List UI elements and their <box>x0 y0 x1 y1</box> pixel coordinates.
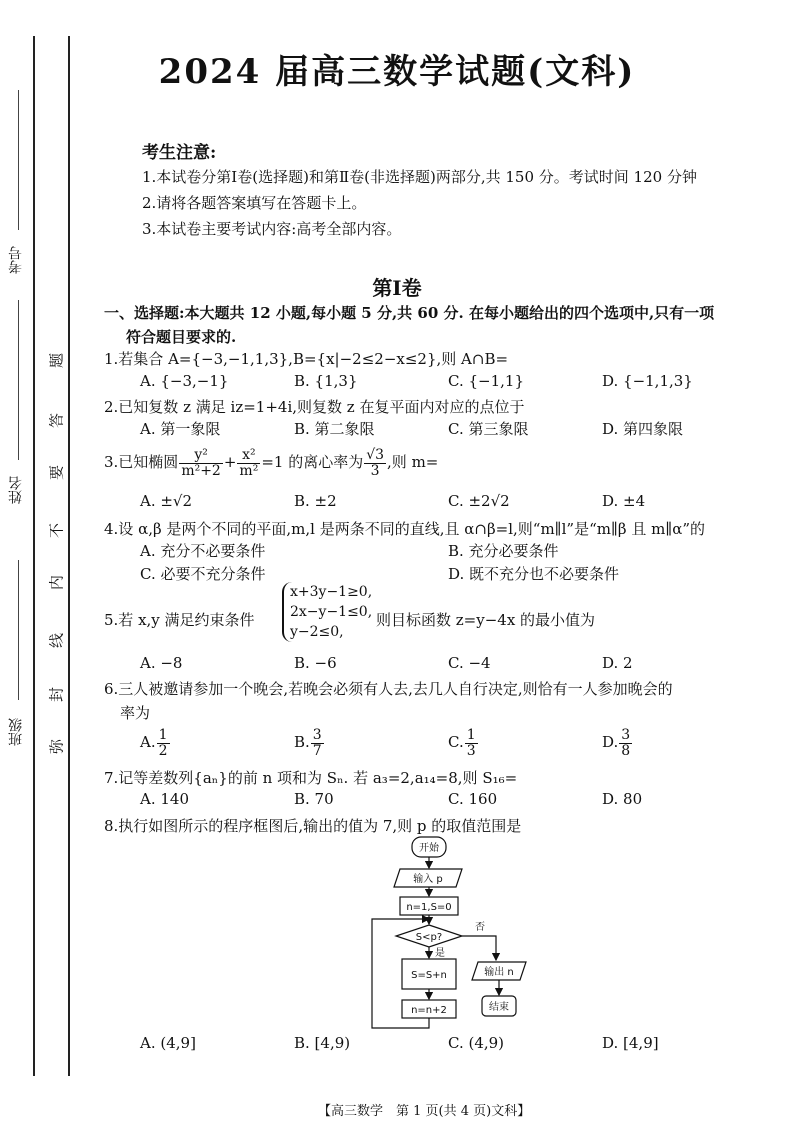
flow-arrow-no <box>462 936 496 960</box>
flow-update-s-label: S=S+n <box>411 970 447 981</box>
flow-condition-label: S<p? <box>415 932 443 943</box>
question-7-option-b: B. 70 <box>294 790 334 808</box>
question-2-stem: 2.已知复数 z 满足 iz=1+4i,则复数 z 在复平面内对应的点位于 <box>104 398 525 416</box>
question-6-stem-cont: 率为 <box>120 704 151 722</box>
question-2-option-b: B. 第二象限 <box>294 420 375 438</box>
constraint-line: 2x−y−1≤0, <box>290 604 373 620</box>
question-3-option-b: B. ±2 <box>294 492 337 510</box>
question-2-option-c: C. 第三象限 <box>448 420 529 438</box>
notice-heading: 考生注意: <box>142 143 217 163</box>
question-7-stem: 7.记等差数列{aₙ}的前 n 项和为 Sₙ. 若 a₃=2,a₁₄=8,则 S₁₆= <box>104 769 518 787</box>
question-5-option-c: C. −4 <box>448 654 491 672</box>
flow-start-label: 开始 <box>419 843 439 854</box>
flow-yes-label: 是 <box>435 948 445 959</box>
fraction <box>364 448 386 478</box>
page-footer: 【高三数学 第 1 页(共 4 页)文科】 <box>318 1104 531 1119</box>
seal-char: 不 <box>47 523 66 539</box>
seal-char: 答 <box>47 413 66 429</box>
fraction-numerator: x² <box>237 448 260 464</box>
question-5-option-d: D. 2 <box>602 654 633 672</box>
question-1-option-a: A. {−3,−1} <box>140 372 229 390</box>
question-6-option-c <box>448 728 479 758</box>
volume-title: 第Ⅰ卷 <box>372 276 422 300</box>
name-label: 姓名 <box>8 476 24 504</box>
plus-sign: + <box>223 453 237 472</box>
question-6-option-b <box>294 728 325 758</box>
flow-input-label: 输入 p <box>413 874 443 885</box>
question-8-option-a: A. (4,9] <box>140 1034 196 1052</box>
constraint-line: y−2≤0, <box>290 624 344 640</box>
question-5-suffix: 则目标函数 z=y−4x 的最小值为 <box>376 611 596 629</box>
seal-char: 题 <box>47 353 66 369</box>
constraint-system <box>282 582 372 642</box>
fraction-denominator: 3 <box>370 462 380 479</box>
fraction-numerator: 1 <box>466 727 476 743</box>
question-4-option-c: C. 必要不充分条件 <box>140 565 266 583</box>
question-3-prefix: 3.已知椭圆 <box>104 453 179 472</box>
question-3-stem <box>104 448 438 478</box>
question-2-option-a: A. 第一象限 <box>140 420 221 438</box>
name-line <box>18 300 19 460</box>
page-title: 2024 届高三数学试题(文科) <box>158 52 636 92</box>
question-8-stem: 8.执行如图所示的程序框图后,输出的值为 7,则 p 的取值范围是 <box>104 817 522 835</box>
flow-update-n-label: n=n+2 <box>411 1005 447 1016</box>
notice-item: 2.请将各题答案填写在答题卡上。 <box>142 194 367 212</box>
question-3-option-c: C. ±2√2 <box>448 492 510 510</box>
fraction-denominator: 3 <box>466 742 476 759</box>
exam-number-label: 考号 <box>8 246 24 274</box>
question-1-option-b: B. {1,3} <box>294 372 358 390</box>
option-label: B. <box>294 733 310 752</box>
question-7-option-c: C. 160 <box>448 790 498 808</box>
question-8-option-d: D. [4,9] <box>602 1034 659 1052</box>
question-6-option-a <box>140 728 171 758</box>
seal-char: 弥 <box>47 739 66 755</box>
fraction-denominator: 7 <box>312 742 322 759</box>
binding-line-outer <box>33 36 35 1076</box>
seal-char: 封 <box>47 687 66 703</box>
fraction-denominator: m² <box>239 462 259 479</box>
fraction-denominator: 2 <box>158 742 168 759</box>
fraction <box>311 728 324 758</box>
constraint-line: x+3y−1≥0, <box>290 584 373 600</box>
exam-number-line <box>18 90 19 230</box>
question-8-option-b: B. [4,9) <box>294 1034 351 1052</box>
fraction-denominator: m²+2 <box>181 462 221 479</box>
question-3-mid: =1 的离心率为 <box>261 453 364 472</box>
fraction-numerator: 3 <box>312 727 322 743</box>
question-6-option-d <box>602 728 633 758</box>
question-5-prefix: 5.若 x,y 满足约束条件 <box>104 611 255 629</box>
binding-line-inner <box>68 36 70 1076</box>
seal-char: 内 <box>47 575 66 591</box>
seal-char: 线 <box>47 633 66 649</box>
fraction-numerator: y² <box>179 448 223 464</box>
flow-end-label: 结束 <box>489 1002 509 1013</box>
option-label: D. <box>602 733 619 752</box>
fraction <box>465 728 478 758</box>
flow-init-label: n=1,S=0 <box>406 902 452 913</box>
class-label: 班级 <box>8 718 24 746</box>
option-label: A. <box>140 733 156 752</box>
seal-char: 要 <box>47 465 66 481</box>
question-4-option-b: B. 充分必要条件 <box>448 542 559 560</box>
section-instruction-cont: 符合题目要求的. <box>126 328 237 346</box>
fraction <box>619 728 632 758</box>
question-6-stem: 6.三人被邀请参加一个晚会,若晚会必须有人去,去几人自行决定,则恰有一人参加晚会的 <box>104 680 673 698</box>
question-5-option-b: B. −6 <box>294 654 337 672</box>
notice-item: 3.本试卷主要考试内容:高考全部内容。 <box>142 220 402 238</box>
question-1-option-d: D. {−1,1,3} <box>602 372 693 390</box>
question-3-option-d: D. ±4 <box>602 492 646 510</box>
fraction-denominator: 8 <box>621 742 631 759</box>
question-5-option-a: A. −8 <box>140 654 183 672</box>
fraction <box>157 728 170 758</box>
flow-no-label: 否 <box>475 922 485 933</box>
section-instruction: 一、选择题:本大题共 12 小题,每小题 5 分,共 60 分. 在每小题给出的四个选项中,只有一项 <box>104 304 715 322</box>
question-1-stem: 1.若集合 A={−3,−1,1,3},B={x|−2≤2−x≤2},则 A∩B= <box>104 350 509 368</box>
question-7-option-d: D. 80 <box>602 790 643 808</box>
question-3-option-a: A. ±√2 <box>140 492 193 510</box>
question-4-option-d: D. 既不充分也不必要条件 <box>448 565 620 583</box>
notice-item: 1.本试卷分第Ⅰ卷(选择题)和第Ⅱ卷(非选择题)两部分,共 150 分。考试时间 120 分钟 <box>142 168 697 186</box>
question-2-option-d: D. 第四象限 <box>602 420 684 438</box>
flowchart <box>360 832 560 1032</box>
class-line <box>18 560 19 700</box>
option-label: C. <box>448 733 464 752</box>
question-4-option-a: A. 充分不必要条件 <box>140 542 266 560</box>
question-1-option-c: C. {−1,1} <box>448 372 524 390</box>
question-7-option-a: A. 140 <box>140 790 189 808</box>
fraction <box>237 448 260 478</box>
fraction-numerator: 1 <box>158 727 168 743</box>
question-8-option-c: C. (4,9) <box>448 1034 505 1052</box>
flow-output-label: 输出 n <box>484 967 514 978</box>
fraction-numerator: √3 <box>366 447 385 463</box>
fraction-numerator: 3 <box>621 727 631 743</box>
fraction <box>179 448 223 478</box>
question-4-stem: 4.设 α,β 是两个不同的平面,m,l 是两条不同的直线,且 α∩β=l,则“m∥l”是“m∥β 且 m∥α”的 <box>104 520 706 538</box>
question-3-suffix: ,则 m= <box>387 453 439 472</box>
